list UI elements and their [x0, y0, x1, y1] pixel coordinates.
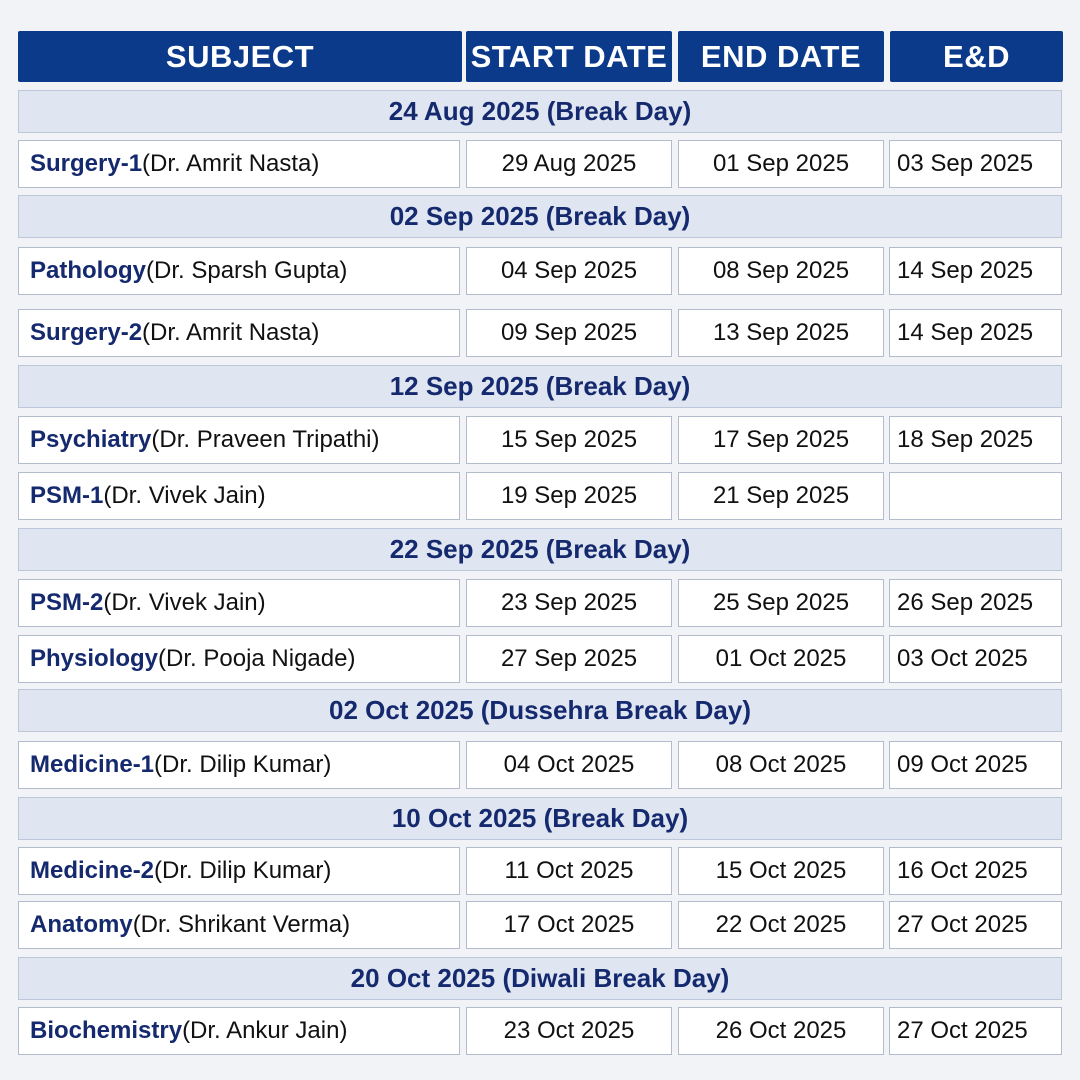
subject-name: Physiology — [30, 645, 159, 672]
doctor-name: (Dr. Vivek Jain) — [103, 589, 266, 616]
ed-date-cell: 03 Oct 2025 — [889, 635, 1062, 683]
ed-date-cell — [889, 472, 1062, 520]
doctor-name: (Dr. Ankur Jain) — [182, 1017, 348, 1044]
subject-name: Medicine-2 — [30, 857, 155, 884]
end-date-cell: 08 Sep 2025 — [678, 247, 884, 295]
doctor-name: (Dr. Praveen Tripathi) — [151, 426, 380, 453]
break-day-row: 02 Sep 2025 (Break Day) — [18, 195, 1062, 238]
end-date-cell: 01 Oct 2025 — [678, 635, 884, 683]
end-date-cell: 08 Oct 2025 — [678, 741, 884, 789]
ed-date-cell: 09 Oct 2025 — [889, 741, 1062, 789]
subject-name: Medicine-1 — [30, 751, 155, 778]
subject-cell — [18, 309, 460, 357]
subject-cell — [18, 247, 460, 295]
start-date-cell: 23 Sep 2025 — [466, 579, 672, 627]
subject-name: Surgery-2 — [30, 319, 143, 346]
end-date-cell: 22 Oct 2025 — [678, 901, 884, 949]
ed-date-cell: 18 Sep 2025 — [889, 416, 1062, 464]
header-subject: SUBJECT — [18, 31, 462, 82]
subject-cell — [18, 579, 460, 627]
header-end-date: END DATE — [678, 31, 884, 82]
break-day-row: 10 Oct 2025 (Break Day) — [18, 797, 1062, 840]
end-date-cell: 17 Sep 2025 — [678, 416, 884, 464]
start-date-cell: 04 Oct 2025 — [466, 741, 672, 789]
header-ed: E&D — [890, 31, 1063, 82]
subject-cell — [18, 847, 460, 895]
subject-cell — [18, 741, 460, 789]
start-date-cell: 27 Sep 2025 — [466, 635, 672, 683]
subject-cell — [18, 140, 460, 188]
subject-name: Pathology — [30, 257, 147, 284]
header-start-date: START DATE — [466, 31, 672, 82]
break-day-row: 12 Sep 2025 (Break Day) — [18, 365, 1062, 408]
ed-date-cell: 26 Sep 2025 — [889, 579, 1062, 627]
subject-cell — [18, 901, 460, 949]
subject-name: Anatomy — [30, 911, 133, 938]
subject-cell — [18, 1007, 460, 1055]
subject-name: PSM-1 — [30, 482, 104, 509]
break-day-row: 02 Oct 2025 (Dussehra Break Day) — [18, 689, 1062, 732]
start-date-cell: 11 Oct 2025 — [466, 847, 672, 895]
ed-date-cell: 14 Sep 2025 — [889, 247, 1062, 295]
end-date-cell: 01 Sep 2025 — [678, 140, 884, 188]
doctor-name: (Dr. Vivek Jain) — [103, 482, 266, 509]
ed-date-cell: 16 Oct 2025 — [889, 847, 1062, 895]
ed-date-cell: 27 Oct 2025 — [889, 901, 1062, 949]
subject-name: Psychiatry — [30, 426, 152, 453]
end-date-cell: 26 Oct 2025 — [678, 1007, 884, 1055]
subject-name: Surgery-1 — [30, 150, 143, 177]
end-date-cell: 21 Sep 2025 — [678, 472, 884, 520]
end-date-cell: 15 Oct 2025 — [678, 847, 884, 895]
start-date-cell: 15 Sep 2025 — [466, 416, 672, 464]
subject-name: PSM-2 — [30, 589, 104, 616]
start-date-cell: 17 Oct 2025 — [466, 901, 672, 949]
start-date-cell: 04 Sep 2025 — [466, 247, 672, 295]
subject-cell — [18, 416, 460, 464]
start-date-cell: 29 Aug 2025 — [466, 140, 672, 188]
doctor-name: (Dr. Amrit Nasta) — [142, 150, 320, 177]
end-date-cell: 13 Sep 2025 — [678, 309, 884, 357]
doctor-name: (Dr. Dilip Kumar) — [154, 751, 332, 778]
end-date-cell: 25 Sep 2025 — [678, 579, 884, 627]
break-day-row: 20 Oct 2025 (Diwali Break Day) — [18, 957, 1062, 1000]
doctor-name: (Dr. Amrit Nasta) — [142, 319, 320, 346]
subject-cell — [18, 472, 460, 520]
doctor-name: (Dr. Pooja Nigade) — [158, 645, 356, 672]
break-day-row: 22 Sep 2025 (Break Day) — [18, 528, 1062, 571]
ed-date-cell: 14 Sep 2025 — [889, 309, 1062, 357]
ed-date-cell: 03 Sep 2025 — [889, 140, 1062, 188]
subject-cell — [18, 635, 460, 683]
break-day-row: 24 Aug 2025 (Break Day) — [18, 90, 1062, 133]
doctor-name: (Dr. Dilip Kumar) — [154, 857, 332, 884]
doctor-name: (Dr. Sparsh Gupta) — [146, 257, 348, 284]
start-date-cell: 23 Oct 2025 — [466, 1007, 672, 1055]
subject-name: Biochemistry — [30, 1017, 183, 1044]
start-date-cell: 19 Sep 2025 — [466, 472, 672, 520]
start-date-cell: 09 Sep 2025 — [466, 309, 672, 357]
ed-date-cell: 27 Oct 2025 — [889, 1007, 1062, 1055]
doctor-name: (Dr. Shrikant Verma) — [132, 911, 351, 938]
